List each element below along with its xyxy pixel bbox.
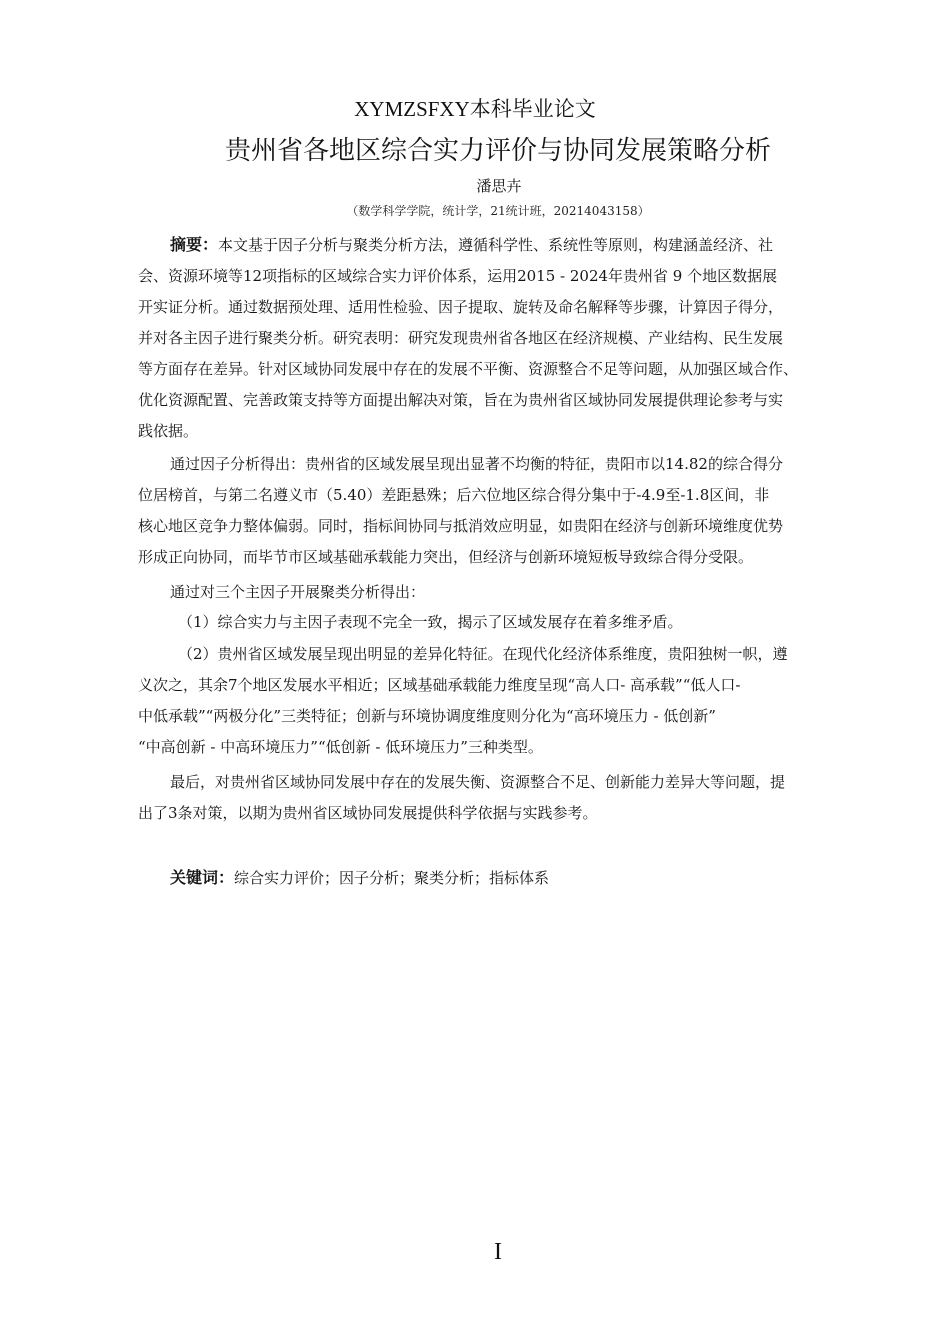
conclusion-line-1: 最后，对贵州省区域协同发展中存在的发展失衡、资源整合不足、创新能力差异大等问题，提 — [170, 773, 786, 791]
abstract-line-7: 践依据。 — [138, 422, 199, 440]
conclusion-paragraph — [138, 767, 868, 829]
author-affiliation: （数学科学学院，统计学，21统计班，20214043158） — [346, 204, 650, 218]
thesis-header: XYMZSFXY本科毕业论文 — [354, 97, 596, 121]
factor-line-2: 位居榜首，与第二名遵义市（5.40）差距悬殊；后六位地区综合得分集中于-4.9至-1.8区间，非 — [138, 486, 770, 504]
abstract-line-4: 并对各主因子进行聚类分析。研究表明：研究发现贵州省各地区在经济规模、产业结构、民生发展 — [138, 329, 784, 347]
factor-analysis-paragraph — [138, 449, 868, 573]
author-name: 潘思卉 — [476, 177, 522, 195]
conclusion-line-2: 出了3条对策，以期为贵州省区域协同发展提供科学依据与实践参考。 — [138, 804, 598, 822]
factor-line-1: 通过因子分析得出：贵州省的区域发展呈现出显著不均衡的特征，贵阳市以14.82的综合得分 — [170, 455, 783, 473]
finding-two-line-3: 中低承载”“两极分化”三类特征；创新与环境协调度维度则分化为“高环境压力 - 低创新” — [138, 707, 716, 725]
abstract-line-6: 优化资源配置、完善政策支持等方面提出解决对策，旨在为贵州省区域协同发展提供理论参考与实 — [138, 391, 784, 409]
abstract-line-2: 会、资源环境等12项指标的区域综合实力评价体系，运用2015 - 2024年贵州省 9 个地区数据展 — [138, 267, 778, 285]
abstract-line-1: 本文基于因子分析与聚类分析方法，遵循科学性、系统性等原则，构建涵盖经济、社 — [218, 236, 774, 254]
abstract-line-5: 等方面存在差异。针对区域协同发展中存在的发展不平衡、资源整合不足等问题，从加强区域合作、 — [138, 360, 799, 378]
finding-one-paragraph — [138, 607, 868, 638]
abstract-section — [138, 229, 868, 447]
finding-two-line-4: “中高创新 - 中高环境压力”“低创新 - 低环境压力”三种类型。 — [138, 738, 543, 756]
abstract-first-line — [138, 229, 868, 261]
abstract-label: 摘要： — [170, 235, 219, 254]
finding-two-line-1: （2）贵州省区域发展呈现出明显的差异化特征。在现代化经济体系维度，贵阳独树一帜，遵 — [178, 645, 788, 663]
cluster-intro-line: 通过对三个主因子开展聚类分析得出： — [170, 583, 426, 601]
keywords-text: 综合实力评价；因子分析；聚类分析；指标体系 — [234, 869, 550, 887]
factor-line-4: 形成正向协同，而毕节市区域基础承载能力突出，但经济与创新环境短板导致综合得分受限。 — [138, 548, 754, 566]
page-title: 贵州省各地区综合实力评价与协同发展策略分析 — [224, 136, 771, 166]
cluster-intro-paragraph — [138, 577, 868, 608]
abstract-line-3: 开实证分析。通过数据预处理、适用性检验、因子提取、旋转及命名解释等步骤，计算因子得分， — [138, 298, 784, 316]
factor-line-3: 核心地区竞争力整体偏弱。同时，指标间协同与抵消效应明显，如贵阳在经济与创新环境维度优势 — [138, 517, 784, 535]
keywords-label: 关键词： — [170, 868, 235, 887]
keywords-section — [138, 862, 868, 894]
finding-two-paragraph — [138, 639, 868, 763]
page-number: I — [494, 1239, 502, 1265]
finding-two-line-2: 义次之，其余7个地区发展水平相近；区域基础承载能力维度呈现“高人口- 高承载”“低人口- — [138, 676, 741, 694]
keywords-line — [138, 862, 868, 894]
finding-one-line: （1）综合实力与主因子表现不完全一致，揭示了区域发展存在着多维矛盾。 — [178, 613, 683, 631]
